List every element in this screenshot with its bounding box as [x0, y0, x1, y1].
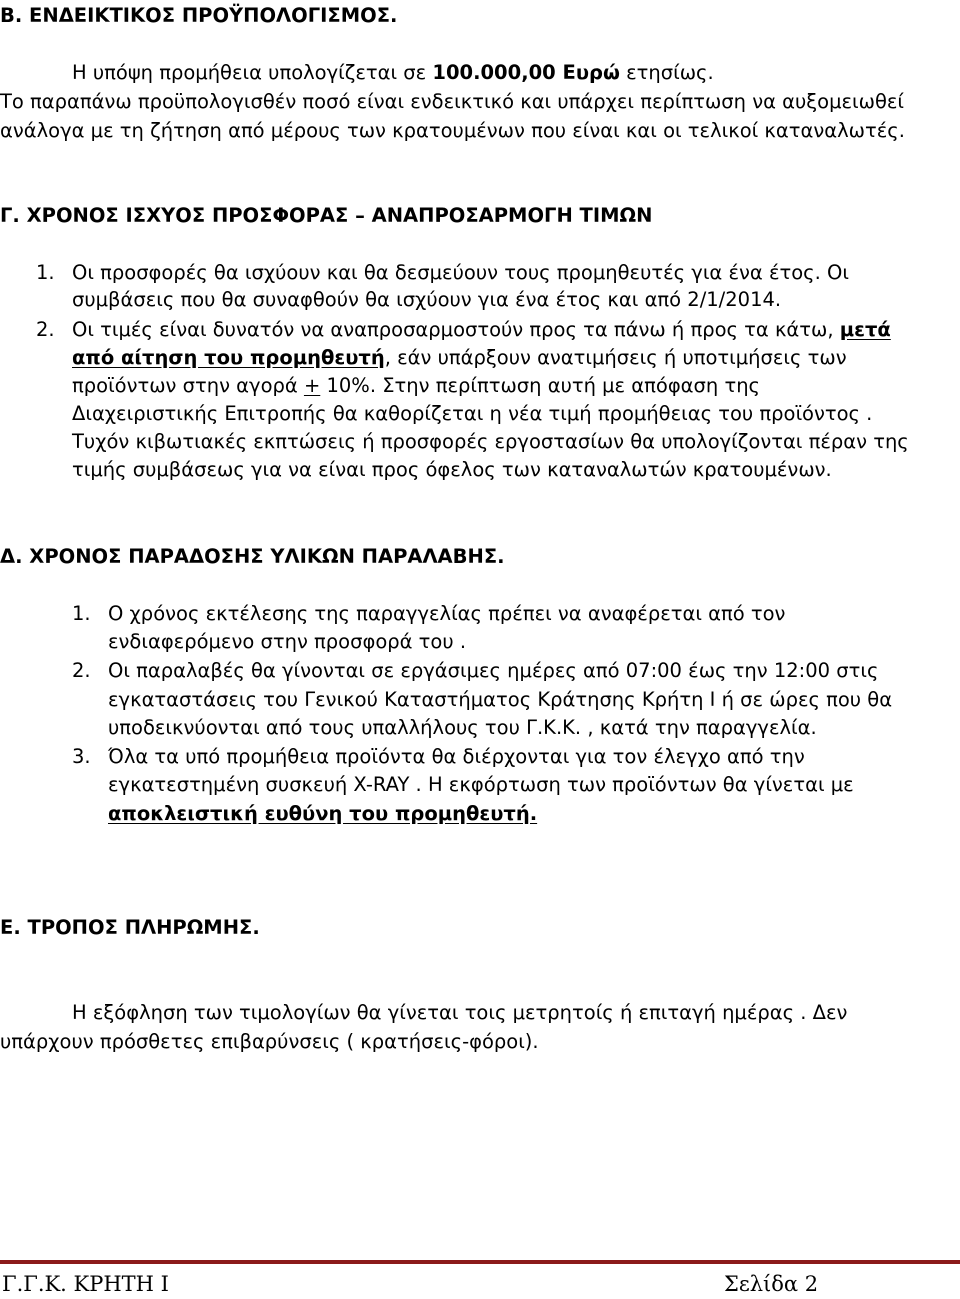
section-c-item1-line1: Οι προσφορές θα ισχύουν και θα δεσμεύουν τους προμηθευτές για ένα έτος. Οι	[72, 261, 849, 284]
section-d-item1-line1: Ο χρόνος εκτέλεσης της παραγγελίας πρέπει να αναφέρεται από τον	[108, 602, 786, 625]
section-c-heading: Γ. ΧΡΟΝΟΣ ΙΣΧΥΟΣ ΠΡΟΣΦΟΡΑΣ – ΑΝΑΠΡΟΣΑΡΜΟΓΗ ΤΙΜΩΝ	[0, 204, 653, 227]
section-d-item2-number: 2.	[72, 659, 91, 682]
section-c-item2-line4: Διαχειριστικής Επιτροπής θα καθορίζεται η νέα τιμή προμήθειας του προϊόντος .	[72, 402, 873, 425]
section-d-item1-line2: ενδιαφερόμενο στην προσφορά του .	[108, 630, 467, 653]
section-b-heading: Β. ΕΝΔΕΙΚΤΙΚΟΣ ΠΡΟΫΠΟΛΟΓΙΣΜΟΣ.	[0, 4, 398, 27]
footer-left: Γ.Γ.Κ. ΚΡΗΤΗ Ι	[2, 1272, 169, 1296]
section-d-item1-number: 1.	[72, 602, 91, 625]
section-c-item2-line1: Οι τιμές είναι δυνατόν να αναπροσαρμοστούν προς τα πάνω ή προς τα κάτω, μετά	[72, 318, 891, 341]
section-b-line3: ανάλογα με τη ζήτηση από μέρους των κρατουμένων που είναι και οι τελικοί καταναλωτές.	[0, 119, 905, 142]
section-c-item2-number: 2.	[36, 318, 55, 341]
section-d-item3-line2: εγκατεστημένη συσκευή X-RAY . Η εκφόρτωση των προϊόντων θα γίνεται με	[108, 773, 854, 796]
section-c-item2-line3: προϊόντων στην αγορά + 10%. Στην περίπτωση αυτή με απόφαση της	[72, 374, 760, 397]
section-d-heading: Δ. ΧΡΟΝΟΣ ΠΑΡΑΔΟΣΗΣ ΥΛΙΚΩΝ ΠΑΡΑΛΑΒΗΣ.	[0, 545, 505, 568]
section-d-item3-number: 3.	[72, 745, 91, 768]
section-c-item2-line6: τιμής συμβάσεως για να είναι προς όφελος των καταναλωτών κρατουμένων.	[72, 458, 832, 481]
section-d-item2-line3: υποδεικνύονται από τους υπαλλήλους του Γ.Κ.Κ. , κατά την παραγγελία.	[108, 716, 817, 739]
section-b-line2: Το παραπάνω προϋπολογισθέν ποσό είναι ενδεικτικό και υπάρχει περίπτωση να αυξομειωθεί	[0, 90, 905, 113]
section-d-item3-line3: αποκλειστική ευθύνη του προμηθευτή.	[108, 802, 538, 825]
section-e-line1: Η εξόφληση των τιμολογίων θα γίνεται τοις μετρητοίς ή επιταγή ημέρας . Δεν	[72, 1001, 848, 1024]
section-e-heading: Ε. ΤΡΟΠΟΣ ΠΛΗΡΩΜΗΣ.	[0, 916, 260, 939]
section-d-item3-line1: Όλα τα υπό προμήθεια προϊόντα θα διέρχονται για τον έλεγχο από την	[108, 745, 805, 768]
section-c-item1-number: 1.	[36, 261, 55, 284]
footer-page-number: Σελίδα 2	[724, 1272, 819, 1296]
section-d-item2-line1: Οι παραλαβές θα γίνονται σε εργάσιμες ημέρες από 07:00 έως την 12:00 στις	[108, 659, 879, 682]
section-b-line1: Η υπόψη προμήθεια υπολογίζεται σε 100.000,00 Ευρώ ετησίως.	[72, 61, 714, 84]
section-d-item2-line2: εγκαταστάσεις του Γενικού Καταστήματος Κράτησης Κρήτη Ι ή σε ώρες που θα	[108, 688, 893, 711]
section-c-item1-line2: συμβάσεις που θα συναφθούν θα ισχύουν για ένα έτος και από 2/1/2014.	[72, 288, 782, 311]
section-c-item2-line5: Τυχόν κιβωτιακές εκπτώσεις ή προσφορές εργοστασίων θα υπολογίζονται πέραν της	[72, 430, 909, 453]
footer-rule	[0, 1260, 960, 1264]
section-e-line2: υπάρχουν πρόσθετες επιβαρύνσεις ( κρατήσεις-φόροι).	[0, 1030, 539, 1053]
section-c-item2-line2: από αίτηση του προμηθευτή, εάν υπάρξουν ανατιμήσεις ή υποτιμήσεις των	[72, 346, 847, 369]
